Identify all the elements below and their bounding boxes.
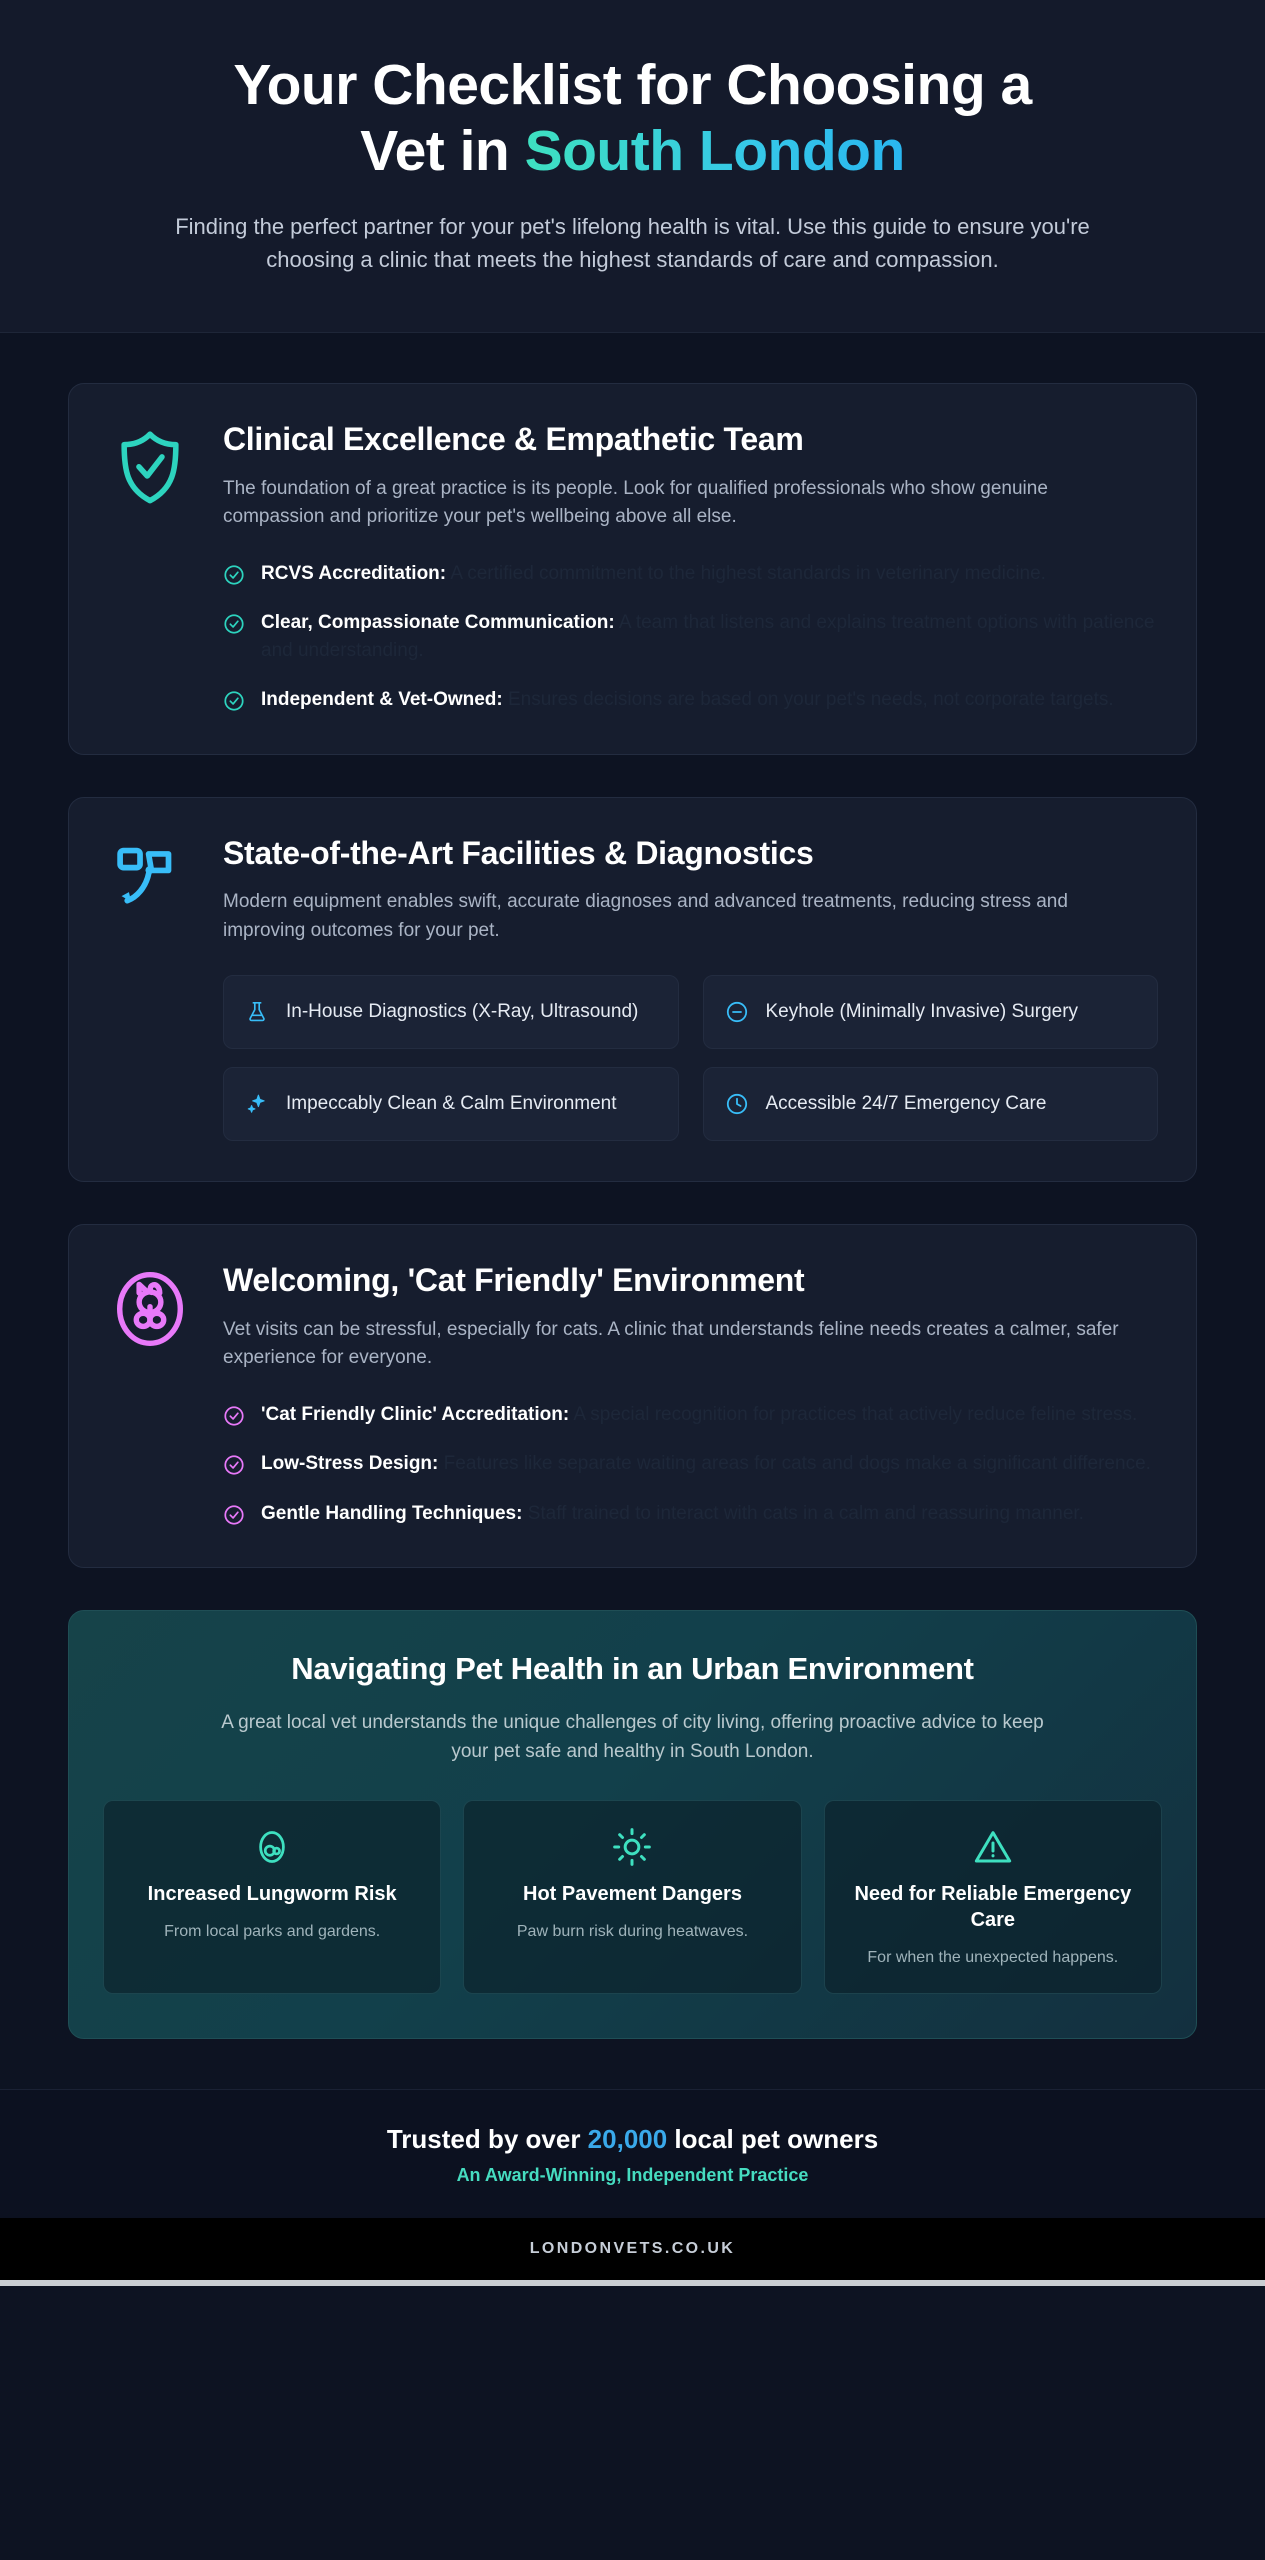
feature-item-keyhole-surgery — [703, 975, 1159, 1049]
urban-item-emergency-care — [824, 1800, 1162, 1994]
page-title-accent: South London — [524, 119, 905, 184]
trust-bar — [0, 2089, 1265, 2218]
list-item-text — [261, 686, 1114, 714]
list-item-lead: Gentle Handling Techniques: — [261, 1502, 523, 1524]
feature-item-clean-environment — [223, 1067, 679, 1141]
section-description: Vet visits can be stressful, especially for cats. A clinic that understands feline needs creates a calmer, safer experience for everyone. — [223, 1318, 1119, 1369]
list-item-rest: A team that listens and explains treatment options with patience and understanding. — [261, 612, 1155, 661]
list-item-rest: Ensures decisions are based on your pet's needs, not corporate targets. — [502, 689, 1114, 711]
page-bottom-edge — [0, 2280, 1265, 2286]
section-body — [223, 420, 1158, 714]
page-subtitle: Finding the perfect partner for your pet's lifelong health is vital. Use this guide to ensure you're choosing a clinic that meets the highest standards of care and compassion. — [175, 214, 1090, 273]
section-body — [223, 1261, 1158, 1527]
list-item — [223, 560, 1158, 588]
check-circle-icon — [223, 690, 245, 712]
trust-prefix: Trusted by over — [386, 2123, 588, 2154]
urban-item-title: Need for Reliable Emergency Care — [854, 1883, 1132, 1932]
trust-suffix: local pet owners — [667, 2123, 879, 2154]
alert-triangle-icon — [973, 1827, 1013, 1867]
feature-label: Keyhole (Minimally Invasive) Surgery — [765, 1001, 1079, 1023]
list-item — [223, 1450, 1158, 1478]
feature-item-diagnostics — [223, 975, 679, 1049]
list-item-text — [261, 1500, 1084, 1528]
worm-circle-icon — [252, 1827, 292, 1867]
list-item-rest: Staff trained to interact with cats in a calm and reassuring manner. — [522, 1502, 1084, 1524]
page-title — [123, 52, 1143, 184]
list-item-lead: Independent & Vet-Owned: — [261, 689, 503, 711]
check-circle-icon — [223, 564, 245, 586]
list-item — [223, 609, 1158, 664]
shield-check-icon — [107, 420, 193, 506]
urban-item-title: Hot Pavement Dangers — [523, 1883, 742, 1906]
page-header — [0, 0, 1265, 333]
list-item-rest: Features like separate waiting areas for cats and dogs make a significant difference. — [438, 1453, 1151, 1475]
list-item-text — [261, 609, 1158, 664]
urban-item-title: Increased Lungworm Risk — [147, 1883, 397, 1906]
feature-label: Impeccably Clean & Calm Environment — [286, 1093, 617, 1115]
feature-item-emergency-care — [703, 1067, 1159, 1141]
urban-item-lungworm — [103, 1800, 441, 1994]
check-circle-icon — [223, 613, 245, 635]
feature-label: In-House Diagnostics (X-Ray, Ultrasound) — [286, 1001, 639, 1023]
list-item-lead: Clear, Compassionate Communication: — [261, 612, 615, 634]
flask-icon — [244, 999, 270, 1025]
page-title-line1: Your Checklist for Choosing a — [233, 53, 1032, 117]
list-item-text — [261, 1401, 1137, 1429]
minus-circle-icon — [724, 999, 750, 1025]
section-title: Clinical Excellence & Empathetic Team — [223, 421, 804, 458]
clock-icon — [724, 1091, 750, 1117]
check-circle-icon — [223, 1405, 245, 1427]
list-item — [223, 686, 1158, 714]
urban-items-grid — [103, 1800, 1162, 1994]
urban-item-hot-pavement — [463, 1800, 801, 1994]
check-circle-icon — [223, 1504, 245, 1526]
section-title: State-of-the-Art Facilities & Diagnostics — [223, 834, 814, 871]
section-card-facilities — [68, 797, 1197, 1182]
urban-item-subtitle: For when the unexpected happens. — [867, 1949, 1119, 1967]
list-item — [223, 1401, 1158, 1429]
list-item-rest: A special recognition for practices that actively reduce feline stress. — [569, 1403, 1138, 1425]
sun-icon — [612, 1827, 652, 1867]
check-circle-icon — [223, 1454, 245, 1476]
list-item-text — [261, 1450, 1151, 1478]
sparkles-icon — [244, 1091, 270, 1117]
section-description: The foundation of a great practice is its people. Look for qualified professionals who show genuine compassion and prioritize your pet's wellbeing above all else. — [223, 477, 1048, 528]
list-item-lead: 'Cat Friendly Clinic' Accreditation: — [261, 1403, 570, 1425]
footer-domain: LONDONVETS.CO.UK — [529, 2239, 736, 2257]
list-item — [223, 1500, 1158, 1528]
page-footer — [0, 2218, 1265, 2280]
list-item-lead: Low-Stress Design: — [261, 1453, 439, 1475]
trust-subtitle: An Award-Winning, Independent Practice — [456, 2164, 809, 2185]
list-item-text — [261, 560, 1046, 588]
section-card-clinical-excellence — [68, 383, 1197, 755]
feature-grid — [223, 975, 1158, 1141]
section-title: Welcoming, 'Cat Friendly' Environment — [223, 1262, 805, 1299]
list-item-rest: A certified commitment to the highest standards in veterinary medicine. — [446, 562, 1046, 584]
list-item-lead: RCVS Accreditation: — [261, 562, 447, 584]
section-card-cat-friendly — [68, 1224, 1197, 1568]
page-title-line2-plain: Vet in — [360, 119, 525, 184]
urban-item-subtitle: From local parks and gardens. — [164, 1923, 381, 1941]
urban-panel-subtitle: A great local vet understands the unique challenges of city living, offering proactive advice to keep your pet safe and healthy in South London. — [221, 1712, 1044, 1762]
stethoscope-icon — [107, 834, 193, 920]
sections-container — [0, 333, 1265, 2039]
urban-environment-panel — [68, 1610, 1197, 2039]
cat-face-icon — [107, 1261, 193, 1347]
feature-label: Accessible 24/7 Emergency Care — [765, 1093, 1047, 1115]
urban-panel-title: Navigating Pet Health in an Urban Environment — [291, 1651, 974, 1687]
checklist — [223, 560, 1158, 714]
section-description: Modern equipment enables swift, accurate diagnoses and advanced treatments, reducing stress and improving outcomes for your pet. — [223, 891, 1068, 941]
section-body — [223, 834, 1158, 1141]
checklist — [223, 1401, 1158, 1528]
trust-headline — [20, 2124, 1245, 2155]
urban-item-subtitle: Paw burn risk during heatwaves. — [516, 1923, 749, 1941]
trust-number: 20,000 — [587, 2123, 668, 2154]
